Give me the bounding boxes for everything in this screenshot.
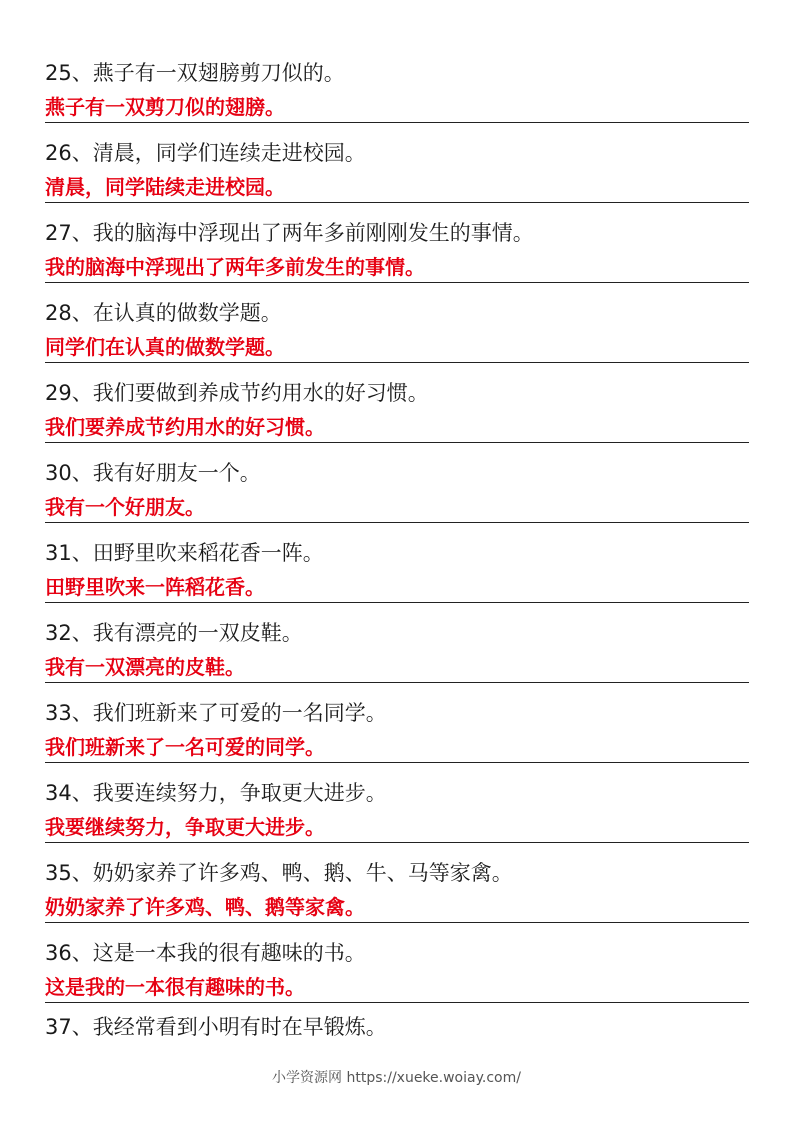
answer-text: 清晨，同学陆续走进校园。 bbox=[45, 170, 749, 203]
answer-text: 我有一个好朋友。 bbox=[45, 490, 749, 523]
answer-text: 这是我的一本很有趣味的书。 bbox=[45, 970, 749, 1003]
answer-text: 燕子有一双剪刀似的翅膀。 bbox=[45, 90, 749, 123]
question-text: 26、清晨，同学们连续走进校园。 bbox=[45, 141, 366, 165]
exercise-item bbox=[45, 370, 749, 450]
answer-text: 我有一双漂亮的皮鞋。 bbox=[45, 650, 749, 683]
exercise-item bbox=[45, 130, 749, 210]
answer-text: 奶奶家养了许多鸡、鸭、鹅等家禽。 bbox=[45, 890, 749, 923]
exercise-item bbox=[45, 850, 749, 930]
exercise-item bbox=[45, 690, 749, 770]
exercise-item bbox=[45, 450, 749, 530]
sentence-correction-list bbox=[45, 50, 749, 1010]
answer-text: 田野里吹来一阵稻花香。 bbox=[45, 570, 749, 603]
exercise-item bbox=[45, 290, 749, 370]
answer-text: 同学们在认真的做数学题。 bbox=[45, 330, 749, 363]
exercise-item bbox=[45, 610, 749, 690]
question-text: 34、我要连续努力，争取更大进步。 bbox=[45, 781, 387, 805]
page-footer: 小学资源网 https://xueke.woiay.com/ bbox=[272, 1070, 521, 1086]
question-text: 32、我有漂亮的一双皮鞋。 bbox=[45, 621, 303, 645]
question-text: 36、这是一本我的很有趣味的书。 bbox=[45, 941, 366, 965]
question-text: 30、我有好朋友一个。 bbox=[45, 461, 261, 485]
question-text: 25、燕子有一双翅膀剪刀似的。 bbox=[45, 61, 345, 85]
question-text: 28、在认真的做数学题。 bbox=[45, 301, 282, 325]
answer-text: 我的脑海中浮现出了两年多前发生的事情。 bbox=[45, 250, 749, 283]
question-text: 33、我们班新来了可爱的一名同学。 bbox=[45, 701, 387, 725]
exercise-item bbox=[45, 530, 749, 610]
question-37: 37、我经常看到小明有时在早锻炼。 bbox=[45, 1015, 387, 1039]
exercise-item bbox=[45, 770, 749, 850]
exercise-item bbox=[45, 50, 749, 130]
answer-text: 我要继续努力，争取更大进步。 bbox=[45, 810, 749, 843]
answer-text: 我们要养成节约用水的好习惯。 bbox=[45, 410, 749, 443]
question-text: 35、奶奶家养了许多鸡、鸭、鹅、牛、马等家禽。 bbox=[45, 861, 513, 885]
answer-text: 我们班新来了一名可爱的同学。 bbox=[45, 730, 749, 763]
exercise-item bbox=[45, 210, 749, 290]
exercise-item bbox=[45, 930, 749, 1010]
question-text: 31、田野里吹来稻花香一阵。 bbox=[45, 541, 324, 565]
question-text: 29、我们要做到养成节约用水的好习惯。 bbox=[45, 381, 429, 405]
question-text: 27、我的脑海中浮现出了两年多前刚刚发生的事情。 bbox=[45, 221, 534, 245]
